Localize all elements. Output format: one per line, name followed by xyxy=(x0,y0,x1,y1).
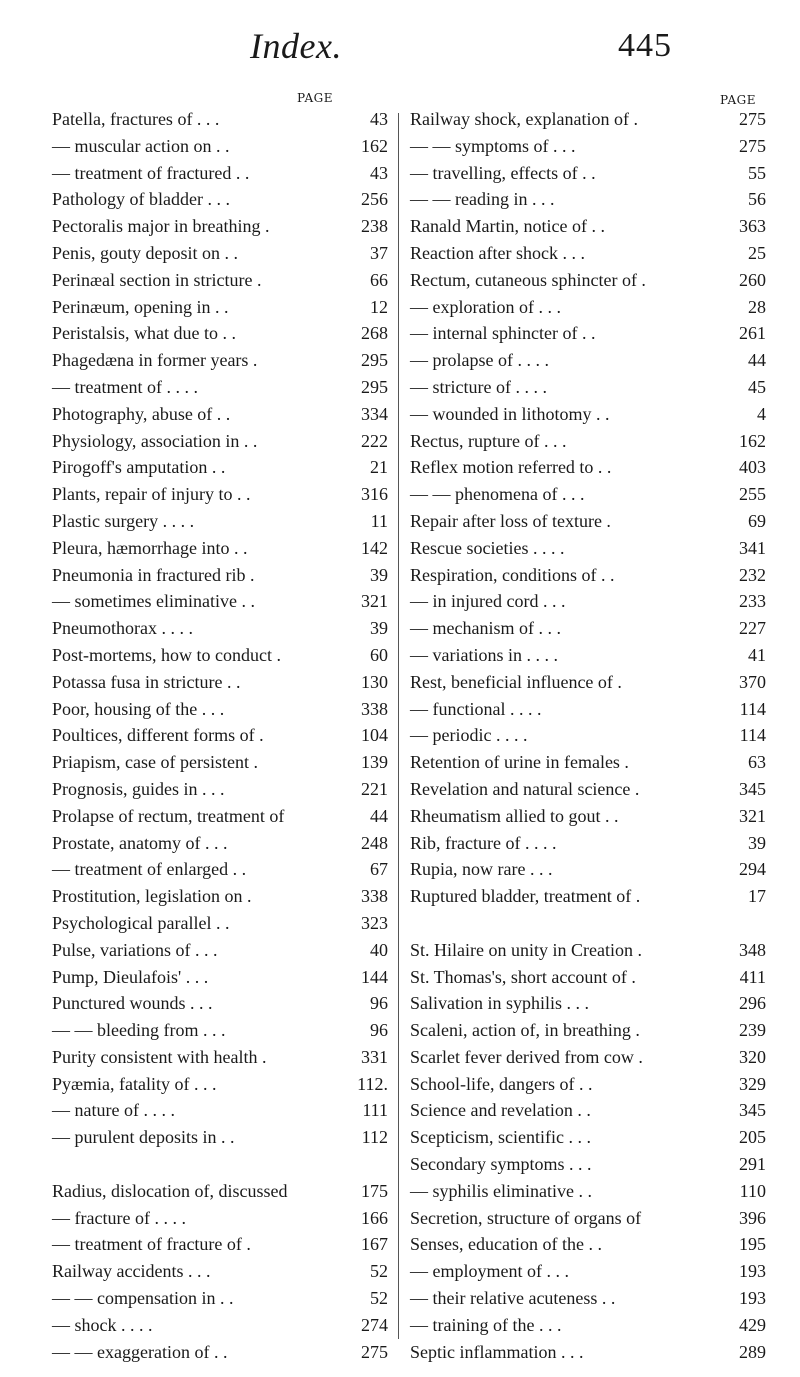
index-entry-text: — — phenomena of . . . xyxy=(410,484,585,505)
index-entry-page: 320 xyxy=(739,1046,766,1067)
index-entry-text: — treatment of . . . . xyxy=(52,376,198,397)
index-entry-page: 348 xyxy=(739,939,766,960)
index-entry xyxy=(410,347,766,374)
index-entry-page: 222 xyxy=(361,430,388,451)
page-title: Index. xyxy=(250,26,342,66)
index-entry-text: Secondary symptoms . . . xyxy=(410,1154,592,1175)
index-entry xyxy=(410,830,766,857)
index-entry xyxy=(410,749,766,776)
index-entry-text: St. Hilaire on unity in Creation . xyxy=(410,939,642,960)
index-entry-page: 274 xyxy=(361,1314,388,1335)
page-column-label: PAGE xyxy=(297,91,333,105)
index-entry-text: — functional . . . . xyxy=(410,698,542,719)
index-entry-text: Purity consistent with health . xyxy=(52,1046,267,1067)
index-entry xyxy=(410,696,766,723)
index-entry-page: 341 xyxy=(739,537,766,558)
index-entry xyxy=(410,1205,766,1232)
index-entry xyxy=(52,1312,388,1339)
index-entry xyxy=(410,1312,766,1339)
index-entry xyxy=(52,910,388,937)
index-entry-page: 60 xyxy=(370,644,388,665)
index-entry-page: 39 xyxy=(370,564,388,585)
index-entry xyxy=(52,320,388,347)
index-entry xyxy=(410,937,766,964)
index-entry-page: 104 xyxy=(361,725,388,746)
index-entry xyxy=(52,294,388,321)
index-entry-text: Perinæum, opening in . . xyxy=(52,296,229,317)
index-entry-page: 321 xyxy=(739,805,766,826)
index-entry-page: 295 xyxy=(361,376,388,397)
index-entry-text: — their relative acuteness . . xyxy=(410,1288,616,1309)
index-entry xyxy=(410,213,766,240)
index-entry-page: 142 xyxy=(361,537,388,558)
index-entry-page: 295 xyxy=(361,350,388,371)
index-entry-page: 41 xyxy=(748,644,766,665)
index-entry-text: Secretion, structure of organs of xyxy=(410,1207,642,1228)
index-entry-page: 294 xyxy=(739,859,766,880)
index-entry-page: 345 xyxy=(739,1100,766,1121)
index-entry xyxy=(410,669,766,696)
index-entry-page: 275 xyxy=(739,135,766,156)
index-entry-page: 193 xyxy=(739,1288,766,1309)
index-entry xyxy=(52,1231,388,1258)
index-entry-text: Revelation and natural science . xyxy=(410,778,640,799)
index-entry xyxy=(410,1124,766,1151)
index-entry xyxy=(410,856,766,883)
index-entry xyxy=(52,267,388,294)
index-column-left xyxy=(52,90,388,1365)
index-entry-text: — mechanism of . . . xyxy=(410,618,561,639)
index-entry-page: 167 xyxy=(361,1234,388,1255)
index-entry xyxy=(52,856,388,883)
index-entry-text: Perinæal section in stricture . xyxy=(52,269,262,290)
index-entry xyxy=(52,1178,388,1205)
index-entry-text: Rescue societies . . . . xyxy=(410,537,565,558)
index-entry-page: 227 xyxy=(739,618,766,639)
index-entry xyxy=(52,1258,388,1285)
index-entry-page: 403 xyxy=(739,457,766,478)
index-entry-page: 63 xyxy=(748,752,766,773)
index-entry-text: — shock . . . . xyxy=(52,1314,153,1335)
index-entry-text: — — symptoms of . . . xyxy=(410,135,576,156)
index-entry xyxy=(52,133,388,160)
index-entry-page: 291 xyxy=(739,1154,766,1175)
index-entry-page: 144 xyxy=(361,966,388,987)
index-entry-page: 396 xyxy=(739,1207,766,1228)
index-entry xyxy=(410,1044,766,1071)
index-entry-text: Prolapse of rectum, treatment of xyxy=(52,805,285,826)
index-entry-page: 221 xyxy=(361,778,388,799)
index-entry-text: Pneumonia in fractured rib . xyxy=(52,564,255,585)
index-entry-page: 261 xyxy=(739,323,766,344)
index-entry-page: 193 xyxy=(739,1261,766,1282)
index-entry xyxy=(52,160,388,187)
index-list-left xyxy=(52,106,388,1365)
index-entry xyxy=(52,347,388,374)
index-entry-page: 162 xyxy=(739,430,766,451)
index-entry-text: Potassa fusa in stricture . . xyxy=(52,671,241,692)
index-entry xyxy=(52,401,388,428)
index-entry-page: 323 xyxy=(361,912,388,933)
index-entry-page: 17 xyxy=(748,886,766,907)
index-entry-text: — stricture of . . . . xyxy=(410,376,547,397)
index-entry xyxy=(410,990,766,1017)
index-entry xyxy=(52,1044,388,1071)
index-entry xyxy=(52,803,388,830)
index-entry-text: — purulent deposits in . . xyxy=(52,1127,235,1148)
index-entry xyxy=(52,374,388,401)
index-entry-text: Reaction after shock . . . xyxy=(410,242,585,263)
index-entry-page: 67 xyxy=(370,859,388,880)
index-entry-page: 166 xyxy=(361,1207,388,1228)
index-entry-page: 289 xyxy=(739,1341,766,1362)
index-entry-text: Psychological parallel . . xyxy=(52,912,230,933)
index-entry xyxy=(52,186,388,213)
index-column-right xyxy=(410,90,766,1365)
index-entry-page: 205 xyxy=(739,1127,766,1148)
index-entry-page: 28 xyxy=(748,296,766,317)
index-entry-page: 175 xyxy=(361,1180,388,1201)
index-entry-page: 96 xyxy=(370,993,388,1014)
index-entry-page: 96 xyxy=(370,1020,388,1041)
index-entry-page: 338 xyxy=(361,698,388,719)
index-entry-page: 55 xyxy=(748,162,766,183)
index-entry-text: — — compensation in . . xyxy=(52,1288,234,1309)
index-entry xyxy=(410,1339,766,1366)
index-entry xyxy=(52,964,388,991)
index-entry-text: Plastic surgery . . . . xyxy=(52,510,195,531)
index-entry xyxy=(410,642,766,669)
index-entry xyxy=(410,160,766,187)
index-entry-text: Rib, fracture of . . . . xyxy=(410,832,557,853)
index-entry-text: — treatment of fracture of . xyxy=(52,1234,251,1255)
index-entry xyxy=(410,588,766,615)
index-entry-page: 39 xyxy=(370,618,388,639)
index-entry-text: — employment of . . . xyxy=(410,1261,569,1282)
index-entry xyxy=(52,1205,388,1232)
index-entry xyxy=(52,937,388,964)
index-entry-text: Salivation in syphilis . . . xyxy=(410,993,590,1014)
index-entry xyxy=(410,883,766,910)
index-entry-text: Rheumatism allied to gout . . xyxy=(410,805,619,826)
index-entry-text: — treatment of enlarged . . xyxy=(52,859,247,880)
index-entry xyxy=(410,294,766,321)
index-entry-page: 233 xyxy=(739,591,766,612)
index-entry xyxy=(410,374,766,401)
index-entry-text: Repair after loss of texture . xyxy=(410,510,611,531)
index-entry xyxy=(52,722,388,749)
index-entry-text: — variations in . . . . xyxy=(410,644,558,665)
index-entry-text: Scaleni, action of, in breathing . xyxy=(410,1020,640,1041)
index-entry xyxy=(52,749,388,776)
index-entry xyxy=(52,642,388,669)
index-entry-page: 238 xyxy=(361,216,388,237)
index-entry-page: 44 xyxy=(748,350,766,371)
index-entry-text: Pleura, hæmorrhage into . . xyxy=(52,537,248,558)
page-header xyxy=(0,26,800,66)
index-entry-page: 268 xyxy=(361,323,388,344)
index-entry-text: Ruptured bladder, treatment of . xyxy=(410,886,641,907)
index-entry-page: 66 xyxy=(370,269,388,290)
index-entry xyxy=(52,588,388,615)
index-entry xyxy=(52,535,388,562)
index-entry-text: Pneumothorax . . . . xyxy=(52,618,193,639)
index-entry-text: Punctured wounds . . . xyxy=(52,993,213,1014)
index-entry xyxy=(410,267,766,294)
index-entry-text: Retention of urine in females . xyxy=(410,752,629,773)
index-entry-page: 114 xyxy=(739,698,766,719)
index-entry-text: Scepticism, scientific . . . xyxy=(410,1127,591,1148)
index-entry-text: Rectus, rupture of . . . xyxy=(410,430,567,451)
index-entry xyxy=(52,1097,388,1124)
index-entry-page: 195 xyxy=(739,1234,766,1255)
column-header-left xyxy=(52,90,388,106)
index-entry-page: 256 xyxy=(361,189,388,210)
index-entry-page: 130 xyxy=(361,671,388,692)
index-entry-text: Physiology, association in . . xyxy=(52,430,258,451)
index-entry-text: Pathology of bladder . . . xyxy=(52,189,230,210)
index-entry-text: Science and revelation . . xyxy=(410,1100,591,1121)
index-entry-page: 429 xyxy=(739,1314,766,1335)
index-entry-text: Septic inflammation . . . xyxy=(410,1341,584,1362)
index-entry xyxy=(52,776,388,803)
index-entry xyxy=(52,1017,388,1044)
index-entry-page: 11 xyxy=(370,510,388,531)
index-entry-page: 56 xyxy=(748,189,766,210)
index-entry xyxy=(52,669,388,696)
index-entry xyxy=(52,213,388,240)
index-entry xyxy=(410,401,766,428)
index-entry-text: Respiration, conditions of . . xyxy=(410,564,615,585)
index-entry-page: 232 xyxy=(739,564,766,585)
index-entry-text: — treatment of fractured . . xyxy=(52,162,250,183)
index-entry xyxy=(410,1017,766,1044)
index-entry-text: — — reading in . . . xyxy=(410,189,555,210)
index-entry-text: — — exaggeration of . . xyxy=(52,1341,228,1362)
index-entry-text: — wounded in lithotomy . . xyxy=(410,403,610,424)
index-entry xyxy=(52,106,388,133)
index-entry xyxy=(52,1071,388,1098)
index-entry xyxy=(410,722,766,749)
index-entry xyxy=(52,1285,388,1312)
index-entry-page: 52 xyxy=(370,1288,388,1309)
index-entry-text: Prognosis, guides in . . . xyxy=(52,778,225,799)
index-entry-page: 239 xyxy=(739,1020,766,1041)
index-entry-text: Pectoralis major in breathing . xyxy=(52,216,270,237)
index-entry xyxy=(52,696,388,723)
index-entry-page: 275 xyxy=(739,109,766,129)
index-entry xyxy=(410,106,766,133)
index-entry-text: — prolapse of . . . . xyxy=(410,350,549,371)
index-entry-text: Patella, fractures of . . . xyxy=(52,109,220,129)
page-number: 445 xyxy=(618,27,672,64)
index-entry-text: Prostitution, legislation on . xyxy=(52,886,252,907)
index-entry-text: — exploration of . . . xyxy=(410,296,561,317)
index-entry-text: Photography, abuse of . . xyxy=(52,403,231,424)
index-entry-page: 363 xyxy=(739,216,766,237)
index-entry-page: 25 xyxy=(748,242,766,263)
index-entry xyxy=(410,186,766,213)
index-entry-page: 4 xyxy=(757,403,766,424)
index-entry-text: — — bleeding from . . . xyxy=(52,1020,226,1041)
index-entry xyxy=(410,1151,766,1178)
index-entry-page: 52 xyxy=(370,1261,388,1282)
index-entry xyxy=(410,1231,766,1258)
index-entry-text: Priapism, case of persistent . xyxy=(52,752,258,773)
index-entry-text: — sometimes eliminative . . xyxy=(52,591,255,612)
index-entry xyxy=(410,240,766,267)
index-entry-page: 45 xyxy=(748,376,766,397)
index-entry xyxy=(410,776,766,803)
index-entry-page: 329 xyxy=(739,1073,766,1094)
index-entry-text: Phagedæna in former years . xyxy=(52,350,258,371)
index-entry-page: 21 xyxy=(370,457,388,478)
index-entry xyxy=(52,1124,388,1151)
index-entry xyxy=(410,428,766,455)
index-entry-text: Ranald Martin, notice of . . xyxy=(410,216,605,237)
index-entry xyxy=(52,454,388,481)
index-entry xyxy=(410,320,766,347)
index-entry-text: Poor, housing of the . . . xyxy=(52,698,225,719)
index-entry-page: 338 xyxy=(361,886,388,907)
index-entry-text: Pulse, variations of . . . xyxy=(52,939,218,960)
column-header-right xyxy=(410,90,766,106)
index-entry-page: 69 xyxy=(748,510,766,531)
index-entry xyxy=(410,535,766,562)
index-entry xyxy=(52,615,388,642)
index-entry xyxy=(52,428,388,455)
index-entry xyxy=(410,562,766,589)
index-entry xyxy=(52,883,388,910)
index-entry-text: Post-mortems, how to conduct . xyxy=(52,644,281,665)
index-entry xyxy=(410,615,766,642)
index-entry-text: — in injured cord . . . xyxy=(410,591,566,612)
index-entry-text: — travelling, effects of . . xyxy=(410,162,596,183)
index-entry-text: St. Thomas's, short account of . xyxy=(410,966,636,987)
index-entry-page: 43 xyxy=(370,109,388,129)
index-entry-text: Pirogoff's amputation . . xyxy=(52,457,226,478)
page-column-label: PAGE xyxy=(720,93,756,107)
index-entry-page: 112 xyxy=(361,1127,388,1148)
index-entry xyxy=(52,830,388,857)
index-entry xyxy=(52,1151,388,1178)
index-entry-page: 139 xyxy=(361,752,388,773)
index-entry-page: 44 xyxy=(370,805,388,826)
index-entry-text: Poultices, different forms of . xyxy=(52,725,264,746)
index-entry-page: 40 xyxy=(370,939,388,960)
index-entry-page: 110 xyxy=(739,1180,766,1201)
index-entry-text: Peristalsis, what due to . . xyxy=(52,323,236,344)
index-list-right xyxy=(410,106,766,1365)
index-entry-text: Senses, education of the . . xyxy=(410,1234,602,1255)
index-entry-page: 334 xyxy=(361,403,388,424)
index-entry-page: 12 xyxy=(370,296,388,317)
index-entry xyxy=(52,508,388,535)
index-entry-text: Scarlet fever derived from cow . xyxy=(410,1046,643,1067)
index-entry-text: — muscular action on . . xyxy=(52,135,230,156)
index-entry-text: Penis, gouty deposit on . . xyxy=(52,242,239,263)
index-entry xyxy=(410,1097,766,1124)
index-entry-page: 255 xyxy=(739,484,766,505)
index-entry-text: School-life, dangers of . . xyxy=(410,1073,593,1094)
index-entry-page: 260 xyxy=(739,269,766,290)
index-entry-text: Rupia, now rare . . . xyxy=(410,859,553,880)
index-entry-text: Pump, Dieulafois' . . . xyxy=(52,966,209,987)
index-entry-page: 114 xyxy=(739,725,766,746)
index-entry-text: — fracture of . . . . xyxy=(52,1207,186,1228)
index-entry-page: 112. xyxy=(357,1073,388,1094)
index-entry-text: Rest, beneficial influence of . xyxy=(410,671,622,692)
index-entry-page: 248 xyxy=(361,832,388,853)
index-entry xyxy=(410,481,766,508)
index-entry-page: 331 xyxy=(361,1046,388,1067)
index-entry-page: 370 xyxy=(739,671,766,692)
index-entry-text: Pyæmia, fatality of . . . xyxy=(52,1073,217,1094)
index-entry-page: 275 xyxy=(361,1341,388,1362)
index-entry-text: — nature of . . . . xyxy=(52,1100,175,1121)
index-entry xyxy=(410,508,766,535)
index-entry xyxy=(52,240,388,267)
index-entry-text: Railway shock, explanation of . xyxy=(410,109,638,129)
index-entry-text: — syphilis eliminative . . xyxy=(410,1180,592,1201)
index-entry-text: Railway accidents . . . xyxy=(52,1261,211,1282)
index-entry xyxy=(52,562,388,589)
index-entry xyxy=(410,910,766,937)
index-entry-page: 345 xyxy=(739,778,766,799)
index-entry-page: 296 xyxy=(739,993,766,1014)
index-entry-page: 321 xyxy=(361,591,388,612)
index-entry xyxy=(410,1071,766,1098)
index-entry-text: — internal sphincter of . . xyxy=(410,323,596,344)
index-entry-page: 316 xyxy=(361,484,388,505)
index-entry-text: — training of the . . . xyxy=(410,1314,562,1335)
index-entry-page: 43 xyxy=(370,162,388,183)
column-divider xyxy=(398,113,399,1339)
index-entry xyxy=(410,964,766,991)
index-entry-page: 411 xyxy=(739,966,766,987)
index-entry-page: 111 xyxy=(362,1100,388,1121)
index-entry xyxy=(410,1178,766,1205)
index-entry-page: 162 xyxy=(361,135,388,156)
index-entry xyxy=(410,1285,766,1312)
index-entry-text: — periodic . . . . xyxy=(410,725,528,746)
index-entry-text: Rectum, cutaneous sphincter of . xyxy=(410,269,646,290)
index-entry xyxy=(410,803,766,830)
index-entry xyxy=(52,1339,388,1366)
index-entry-text: Prostate, anatomy of . . . xyxy=(52,832,228,853)
index-entry xyxy=(52,481,388,508)
index-entry-text: Reflex motion referred to . . xyxy=(410,457,612,478)
index-entry-page: 37 xyxy=(370,242,388,263)
index-entry xyxy=(52,990,388,1017)
index-entry xyxy=(410,454,766,481)
index-entry-page: 39 xyxy=(748,832,766,853)
index-entry-text: Radius, dislocation of, discussed xyxy=(52,1180,288,1201)
index-entry xyxy=(410,133,766,160)
index-entry xyxy=(410,1258,766,1285)
index-entry-text: Plants, repair of injury to . . xyxy=(52,484,251,505)
